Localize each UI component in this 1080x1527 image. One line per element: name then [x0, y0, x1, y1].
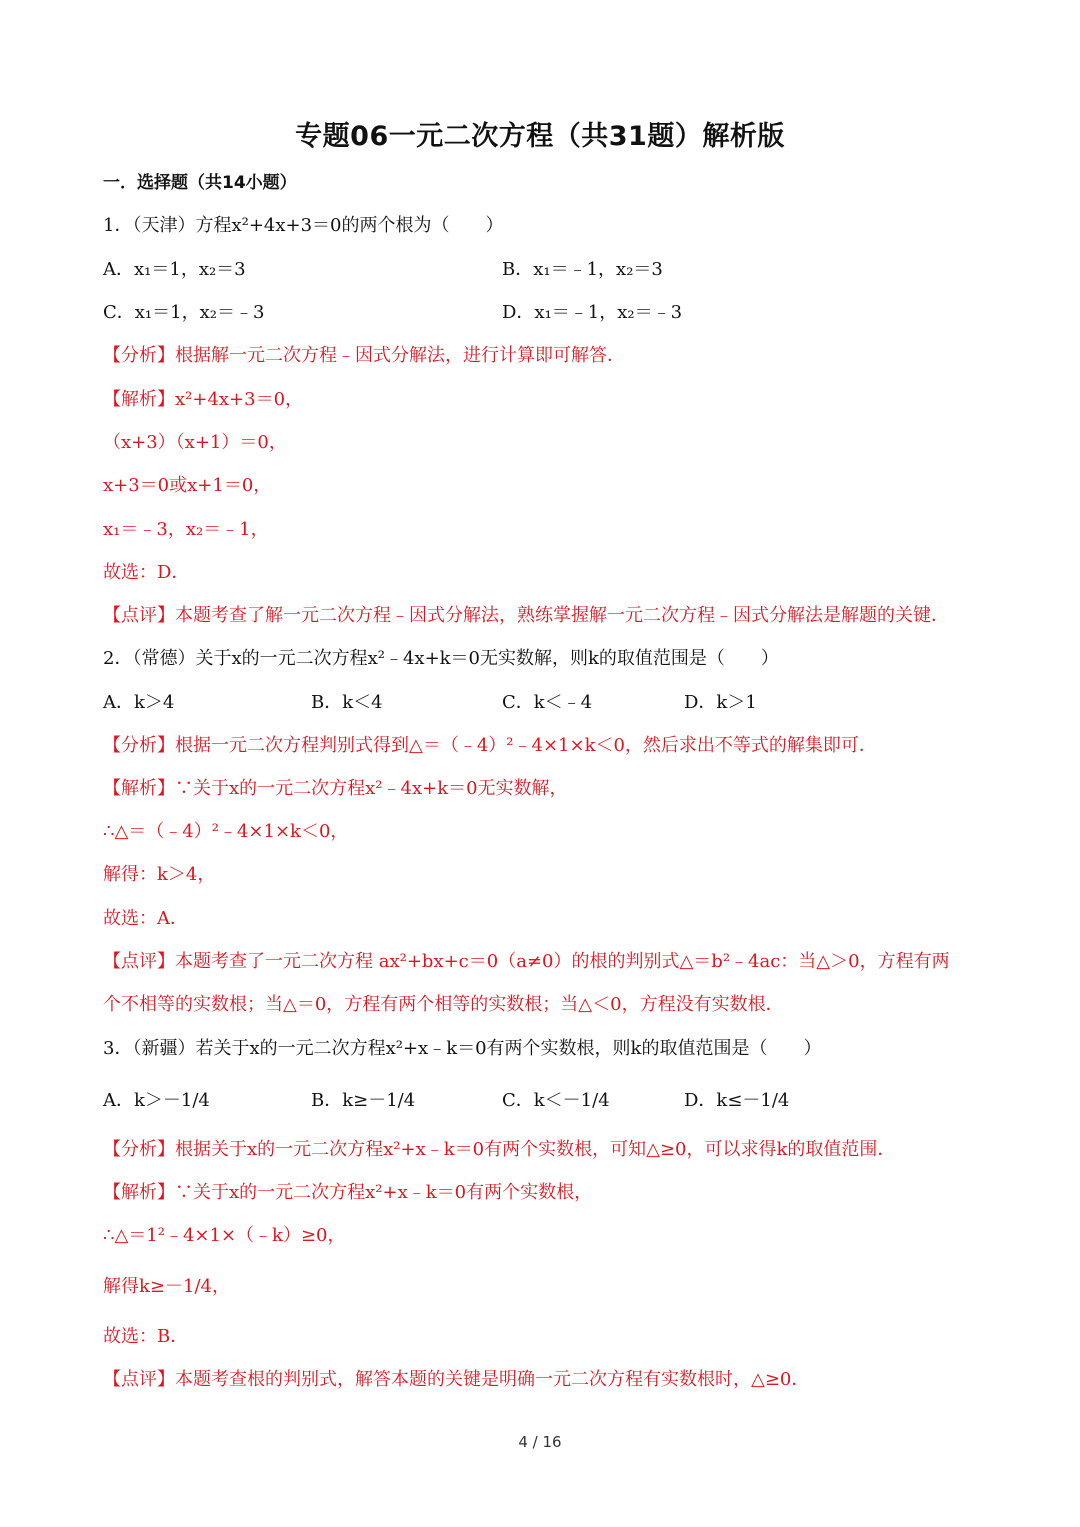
q3-analysis: 【分析】根据关于x的一元二次方程x²+x﹣k＝0有两个实数根，可知△≥0，可以求得k的取值范围．: [103, 1139, 896, 1160]
q2-option-c: C．k＜﹣4: [502, 692, 593, 713]
q1-analysis: 【分析】根据解一元二次方程﹣因式分解法，进行计算即可解答．: [103, 345, 625, 366]
q1-solution-line: 【解析】x²+4x+3＝0，: [103, 389, 304, 410]
q1-solution-line: （x+3）（x+1）＝0，: [103, 432, 287, 453]
q2-option-d: D．k＞1: [684, 692, 757, 713]
q2-comment-line: 个不相等的实数根；当△＝0，方程有两个相等的实数根；当△＜0，方程没有实数根．: [103, 994, 784, 1015]
q1-option-c: C．x₁＝1，x₂＝﹣3: [103, 302, 265, 323]
q2-comment-line: 【点评】本题考查了一元二次方程 ax²+bx+c＝0（a≠0）的根的判别式△＝b²﹣4ac：当△＞0，方程有两: [103, 951, 950, 972]
q3-option-c: C．k＜－1/4: [502, 1090, 610, 1111]
q1-stem: 1．（天津）方程x²+4x+3＝0的两个根为（ ）: [103, 215, 504, 236]
q3-comment: 【点评】本题考查根的判别式，解答本题的关键是明确一元二次方程有实数根时，△≥0．: [103, 1369, 810, 1390]
q1-answer: 故选：D．: [103, 562, 190, 583]
q3-answer: 故选：B．: [103, 1326, 189, 1347]
q1-option-d: D．x₁＝﹣1，x₂＝﹣3: [502, 302, 683, 323]
q3-option-d: D．k≤－1/4: [684, 1090, 790, 1111]
q2-option-b: B．k＜4: [311, 692, 383, 713]
q1-option-b: B．x₁＝﹣1，x₂＝3: [502, 259, 663, 280]
q2-analysis: 【分析】根据一元二次方程判别式得到△＝（﹣4）²﹣4×1×k＜0，然后求出不等式的解集即可．: [103, 735, 877, 756]
page-number: 4 / 16: [518, 1433, 562, 1451]
q3-solution-line: 【解析】∵关于x的一元二次方程x²+x﹣k＝0有两个实数根，: [103, 1182, 593, 1203]
q2-solution-line: 【解析】∵关于x的一元二次方程x²﹣4x+k＝0无实数解，: [103, 778, 568, 799]
q1-solution-line: x+3＝0或x+1＝0，: [103, 475, 272, 496]
q2-solution-line: ∴△＝（﹣4）²﹣4×1×k＜0，: [103, 821, 349, 842]
page-title: 专题06一元二次方程（共31题）解析版: [295, 121, 785, 152]
q1-option-a: A．x₁＝1，x₂＝3: [103, 259, 246, 280]
q2-answer: 故选：A．: [103, 908, 188, 929]
q2-solution-line: 解得：k＞4，: [103, 864, 216, 885]
q3-option-b: B．k≥－1/4: [311, 1090, 416, 1111]
q3-option-a: A．k＞－1/4: [103, 1090, 210, 1111]
q3-solution-line: ∴△＝1²﹣4×1×（﹣k）≥0，: [103, 1225, 346, 1246]
section-heading: 一．选择题（共14小题）: [103, 173, 297, 193]
q2-option-a: A．k＞4: [103, 692, 175, 713]
q1-comment: 【点评】本题考查了解一元二次方程﹣因式分解法，熟练掌握解一元二次方程﹣因式分解法是解题的关键．: [103, 605, 949, 626]
q1-solution-line: x₁＝﹣3，x₂＝﹣1，: [103, 519, 269, 540]
q2-stem: 2．（常德）关于x的一元二次方程x²﹣4x+k＝0无实数解，则k的取值范围是（ ）: [103, 648, 779, 669]
q3-solution-line: 解得k≥－1/4，: [103, 1276, 230, 1297]
q3-stem: 3．（新疆）若关于x的一元二次方程x²+x﹣k＝0有两个实数根，则k的取值范围是（ ）: [103, 1038, 822, 1059]
